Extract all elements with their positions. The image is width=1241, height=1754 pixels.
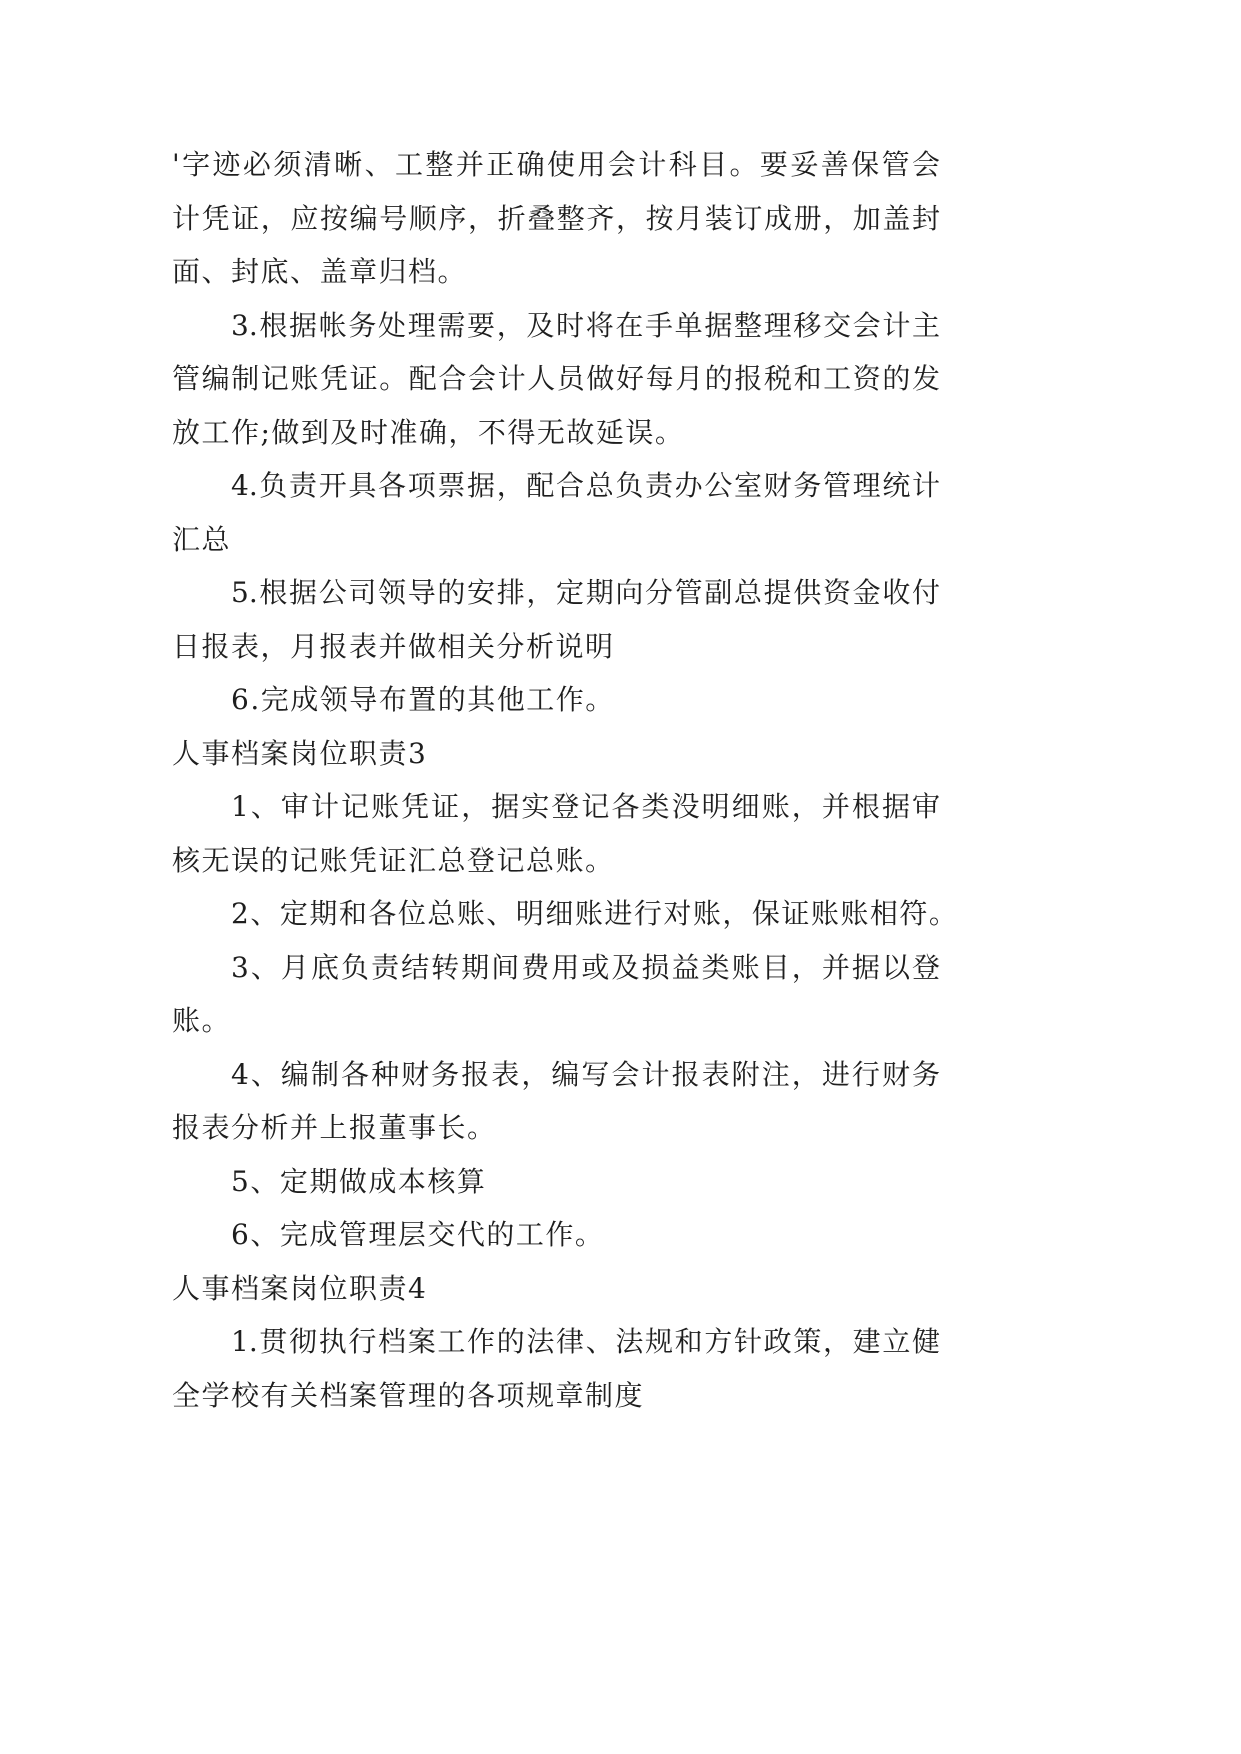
text-line: 计凭证，应按编号顺序，折叠整齐，按月装订成册，加盖封 [172, 201, 940, 235]
paragraph [172, 887, 959, 941]
text-line: 5.根据公司领导的安排，定期向分管副总提供资金收付 [231, 576, 940, 609]
paragraph [172, 941, 940, 1048]
paragraph [172, 673, 940, 727]
section-heading [172, 1262, 940, 1316]
text-line: 2、定期和各位总账、明细账进行对账，保证账账相符。 [231, 897, 959, 930]
text-line: 管编制记账凭证。配合会计人员做好每月的报税和工资的发 [172, 362, 940, 395]
text-line: 放工作;做到及时准确，不得无故延误。 [172, 415, 685, 449]
text-line: 账。 [172, 1004, 232, 1037]
text-line: 核无误的记账凭证汇总登记总账。 [172, 843, 615, 877]
text-line: 3.根据帐务处理需要，及时将在手单据整理移交会计主 [231, 308, 940, 342]
text-line: 3、月底负责结转期间费用或及损益类账目，并据以登 [231, 950, 940, 984]
section-heading-text: 人事档案岗位职责4 [172, 1271, 428, 1305]
text-line: 1.贯彻执行档案工作的法律、法规和方针政策，建立健 [231, 1325, 940, 1358]
text-line: 全学校有关档案管理的各项规章制度 [172, 1378, 645, 1412]
text-line: 1、审计记账凭证，据实登记各类没明细账，并根据审 [231, 790, 940, 823]
paragraph [172, 566, 940, 673]
section-heading [172, 727, 940, 781]
text-line: 汇总 [172, 522, 232, 556]
text-line: 6、完成管理层交代的工作。 [231, 1218, 605, 1251]
text-line: 5、定期做成本核算 [231, 1164, 487, 1198]
document-body [172, 138, 959, 1422]
paragraph [172, 1315, 940, 1422]
paragraph [172, 459, 940, 566]
paragraph [172, 138, 940, 299]
text-line: 4、编制各种财务报表，编写会计报表附注，进行财务 [231, 1057, 940, 1091]
text-line: 4.负责开具各项票据，配合总负责办公室财务管理统计 [231, 469, 940, 502]
text-line: 面、封底、盖章归档。 [172, 255, 468, 288]
paragraph [172, 1155, 940, 1209]
paragraph [172, 1208, 940, 1262]
text-line: '字迹必须清晰、工整并正确使用会计科目。要妥善保管会 [172, 148, 940, 181]
text-line: 报表分析并上报董事长。 [172, 1111, 497, 1144]
text-line: 6.完成领导布置的其他工作。 [231, 683, 615, 716]
paragraph [172, 780, 940, 887]
paragraph [172, 1048, 940, 1155]
text-line: 日报表，月报表并做相关分析说明 [172, 629, 615, 663]
section-heading-text: 人事档案岗位职责3 [172, 736, 428, 770]
paragraph [172, 299, 940, 460]
